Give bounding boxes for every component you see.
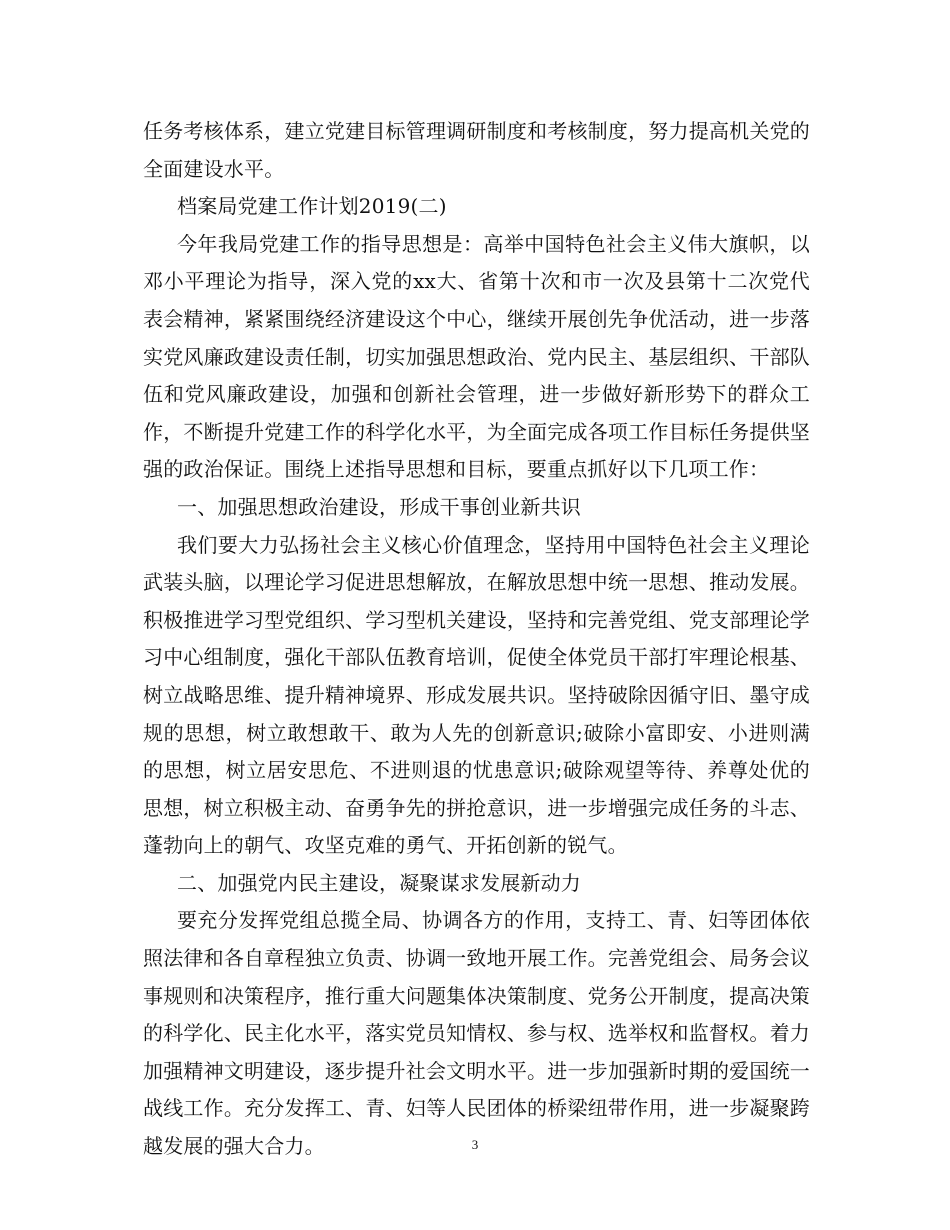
section-title: 档案局党建工作计划2019(二) — [177, 194, 447, 219]
page-body — [143, 113, 810, 1166]
heading-item-two: 二、加强党内民主建设，凝聚谋求发展新动力 — [177, 870, 581, 895]
heading-item-one: 一、加强思想政治建设，形成干事创业新共识 — [177, 494, 581, 519]
paragraph-continuation: 任务考核体系，建立党建目标管理调研制度和考核制度，努力提高机关党的全面建设水平。 — [143, 119, 810, 181]
paragraph-item-two: 要充分发挥党组总揽全局、协调各方的作用，支持工、青、妇等团体依照法律和各自章程独立负责、协调一致地开展工作。完善党组会、局务会议事规则和决策程序，推行重大问题集体决策制度、党务公开制度，提高决策的科学化、民主化水平，落实党员知情权、参与权、选举权和监督权。着力加强精神文明建设，逐步提升社会文明水平。进一步加强新时期的爱国统一战线工作。充分发挥工、青、妇等人民团体的桥梁纽带作用，进一步凝聚跨越发展的强大合力。 — [143, 908, 810, 1159]
paragraph-item-one: 我们要大力弘扬社会主义核心价值理念，坚持用中国特色社会主义理论武装头脑，以理论学习促进思想解放，在解放思想中统一思想、推动发展。积极推进学习型党组织、学习型机关建设，坚持和完善党组、党支部理论学习中心组制度，强化干部队伍教育培训，促使全体党员干部打牢理论根基、树立战略思维、提升精神境界、形成发展共识。坚持破除因循守旧、墨守成规的思想，树立敢想敢干、敢为人先的创新意识;破除小富即安、小进则满的思想，树立居安思危、不进则退的忧患意识;破除观望等待、养尊处优的思想，树立积极主动、奋勇争先的拼抢意识，进一步增强完成任务的斗志、蓬勃向上的朝气、攻坚克难的勇气、开拓创新的锐气。 — [143, 532, 810, 858]
page-number: 3 — [471, 1137, 479, 1152]
paragraph-guiding-ideology: 今年我局党建工作的指导思想是：高举中国特色社会主义伟大旗帜，以邓小平理论为指导，深入党的xx大、省第十次和市一次及县第十二次党代表会精神，紧紧围绕经济建设这个中心，继续开展创先争优活动，进一步落实党风廉政建设责任制，切实加强思想政治、党内民主、基层组织、干部队伍和党风廉政建设，加强和创新社会管理，进一步做好新形势下的群众工作，不断提升党建工作的科学化水平，为全面完成各项工作目标任务提供坚强的政治保证。围绕上述指导思想和目标，要重点抓好以下几项工作： — [143, 231, 810, 482]
